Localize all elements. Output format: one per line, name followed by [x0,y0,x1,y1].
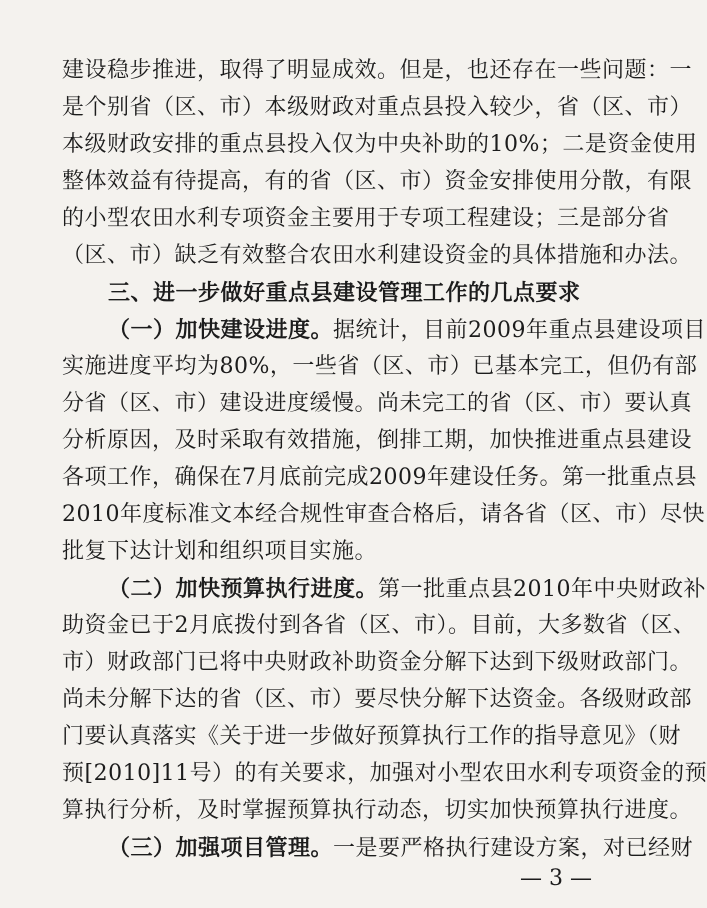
text-line: 的小型农田水利专项资金主要用于专项工程建设；三是部分省 [62,206,670,231]
item-title: （三）加强项目管理。 [108,835,334,861]
section-heading: 三、进一步做好重点县建设管理工作的几点要求 [108,280,581,306]
text-line: 建设稳步推进，取得了明显成效。但是，也还存在一些问题：一 [62,58,693,83]
text-line: 助资金已于2月底拨付到各省（区、市）。目前，大多数省（区、 [62,613,696,638]
item-title: （一）加快建设进度。 [108,317,334,343]
text-line: 整体效益有待提高，有的省（区、市）资金安排使用分散，有限 [62,169,693,194]
item-text: 第一批重点县2010年中央财政补 [378,577,707,602]
page-number: — 3 — [520,866,592,891]
text-line: 尚未分解下达的省（区、市）要尽快分解下达资金。各级财政部 [62,687,693,712]
item-first-line [108,833,694,863]
text-line: 各项工作，确保在7月底前完成2009年建设任务。第一批重点县 [62,465,697,490]
item-title: （二）加快预算执行进度。 [108,576,379,602]
item-first-line [108,315,707,345]
text-line: 2010年度标准文本经合规性审查合格后，请各省（区、市）尽快 [62,502,705,527]
item-first-line [108,574,707,604]
text-line: 门要认真落实《关于进一步做好预算执行工作的指导意见》（财 [62,724,682,749]
text-line: 是个别省（区、市）本级财政对重点县投入较少，省（区、市） [62,95,693,120]
text-line: 批复下达计划和组织项目实施。 [62,539,378,564]
item-text: 一是要严格执行建设方案，对已经财 [333,836,694,861]
item-text: 据统计，目前2009年重点县建设项目 [333,318,707,343]
text-line: 本级财政安排的重点县投入仅为中央补助的10%；二是资金使用 [62,132,698,157]
text-line: 预[2010]11号）的有关要求，加强对小型农田水利专项资金的预 [62,761,707,786]
text-line: 分省（区、市）建设进度缓慢。尚未完工的省（区、市）要认真 [62,391,693,416]
text-line: 市）财政部门已将中央财政补助资金分解下达到下级财政部门。 [62,650,693,675]
text-line: 分析原因，及时采取有效措施，倒排工期，加快推进重点县建设 [62,428,693,453]
text-line: （区、市）缺乏有效整合农田水利建设资金的具体措施和办法。 [62,243,693,268]
text-line: 算执行分析，及时掌握预算执行动态，切实加快预算执行进度。 [62,798,693,823]
text-line: 实施进度平均为80%，一些省（区、市）已基本完工，但仍有部 [62,354,698,379]
